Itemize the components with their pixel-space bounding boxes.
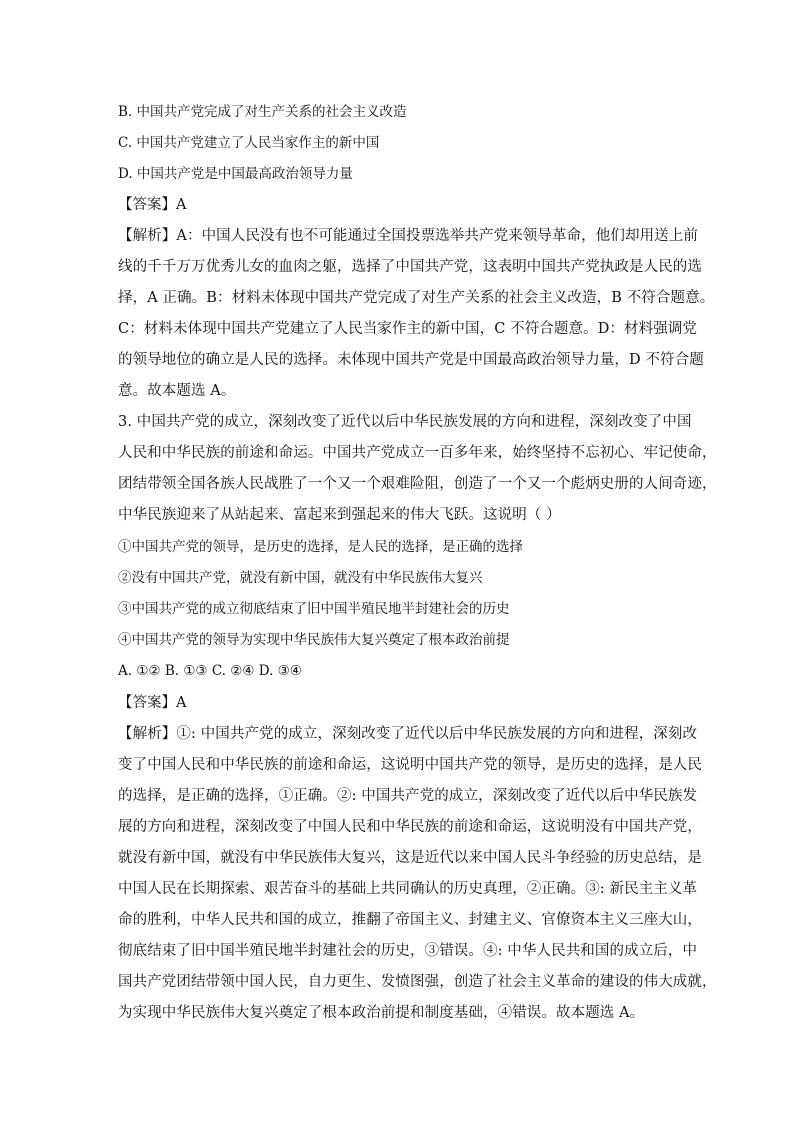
q3-analysis-line: 命的胜利，中华人民共和国的成立，推翻了帝国主义、封建主义、官僚资本主义三座大山， [118, 912, 702, 928]
q3-stem-line: 人民和中华民族的前途和命运。中国共产党成立一百多年来，始终坚持不忘初心、牢记使命， [118, 445, 717, 461]
q2-option-b: B. 中国共产党完成了对生产关系的社会主义改造 [118, 104, 407, 120]
q3-analysis-line: 变了中国人民和中华民族的前途和命运，这说明中国共产党的领导，是历史的选择，是人民 [118, 757, 702, 773]
q3-analysis-line: 就没有新中国，就没有中华民族伟大复兴，这是近代以来中国人民斗争经验的历史总结，是 [118, 850, 702, 866]
q3-analysis-line: 国共产党团结带领中国人民，自力更生、发愤图强，创造了社会主义革命的建设的伟大成就， [118, 974, 717, 990]
q3-analysis-line: 展的方向和进程，深刻改变了中国人民和中华民族的前途和命运，这说明没有中国共产党， [118, 819, 702, 835]
q3-stem-line: 团结带领全国各族人民战胜了一个又一个艰难险阻，创造了一个又一个彪炳史册的人间奇迹， [118, 476, 717, 492]
q3-choices: A. ①② B. ①③ C. ②④ D. ③④ [118, 663, 302, 679]
q3-stem-line: 3. 中国共产党的成立，深刻改变了近代以后中华民族发展的方向和进程，深刻改变了中国 [118, 414, 692, 430]
q3-analysis-line: 【解析】①: 中国共产党的成立，深刻改变了近代以后中华民族发展的方向和进程，深刻改 [118, 726, 698, 742]
q3-analysis-line: 的选择，是正确的选择，①正确。②: 中国共产党的成立，深刻改变了近代以后中华民族发 [118, 788, 698, 804]
q2-analysis-line: 择，A 正确。B：材料未体现中国共产党完成了对生产关系的社会主义改造，B 不符合题意。 [118, 290, 715, 306]
q3-analysis-line: 中国人民在长期探索、艰苦奋斗的基础上共同确认的历史真理，②正确。③: 新民主主义革 [118, 881, 698, 897]
q3-statement-3: ③中国共产党的成立彻底结束了旧中国半殖民地半封建社会的历史 [118, 601, 510, 617]
q2-analysis-line: C：材料未体现中国共产党建立了人民当家作主的新中国，C 不符合题意。D：材料强调党 [118, 321, 698, 337]
q3-statement-4: ④中国共产党的领导为实现中华民族伟大复兴奠定了根本政治前提 [118, 632, 510, 648]
q3-stem-line: 中华民族迎来了从站起来、富起来到强起来的伟大飞跃。这说明（ ） [118, 507, 561, 523]
q3-analysis-line: 为实现中华民族伟大复兴奠定了根本政治前提和制度基础，④错误。故本题选 A。 [118, 1005, 645, 1021]
q3-statement-1: ①中国共产党的领导，是历史的选择，是人民的选择，是正确的选择 [118, 539, 523, 555]
q2-option-c: C. 中国共产党建立了人民当家作主的新中国 [118, 135, 380, 151]
q2-answer: 【答案】A [118, 197, 187, 213]
q2-analysis-line: 【解析】A：中国人民没有也不可能通过全国投票选举共产党来领导革命，他们却用送上前 [118, 228, 698, 244]
q3-analysis-line: 彻底结束了旧中国半殖民地半封建社会的历史，③错误。④: 中华人民共和国的成立后，中 [118, 943, 698, 959]
q3-answer: 【答案】A [118, 695, 187, 711]
q2-analysis-line: 意。故本题选 A。 [118, 383, 236, 399]
q2-analysis-line: 的领导地位的确立是人民的选择。未体现中国共产党是中国最高政治领导力量，D 不符合题 [118, 352, 704, 368]
q3-statement-2: ②没有中国共产党，就没有新中国，就没有中华民族伟大复兴 [118, 570, 483, 586]
q2-analysis-line: 线的千千万万优秀儿女的血肉之躯，选择了中国共产党，这表明中国共产党执政是人民的选 [118, 259, 702, 275]
q2-option-d: D. 中国共产党是中国最高政治领导力量 [118, 166, 353, 182]
